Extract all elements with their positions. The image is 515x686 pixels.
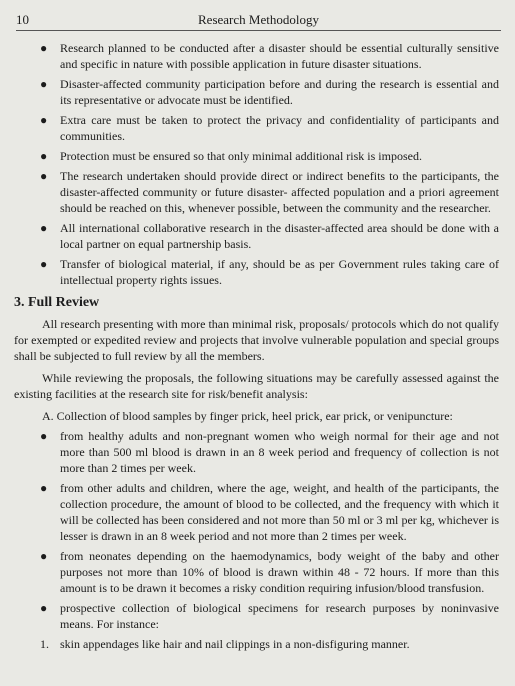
bullet-icon: ●	[40, 481, 48, 495]
paragraph: All research presenting with more than minimal risk, proposals/ protocols which do not qualify for exempted or expedited review and projects that involve vulnerable population and special groups shall be subjected to full review by all the members.	[14, 317, 499, 363]
bullet-icon: ●	[40, 77, 48, 91]
section-heading: 3. Full Review	[14, 295, 100, 310]
list-item: ● prospective collection of biological specimens for research purposes by noninvasive means. For instance:	[40, 601, 499, 631]
page-header	[16, 12, 501, 31]
bullet-icon: ●	[40, 601, 48, 615]
bullet-icon: ●	[40, 41, 48, 55]
list-item: ● Transfer of biological material, if any, should be as per Government rules taking care of intellectual property rights issues.	[40, 257, 499, 287]
bullet-icon: ●	[40, 113, 48, 127]
list-item: ● from neonates depending on the haemodynamics, body weight of the baby and other purposes not more than 10% of blood is drawn within 48 - 72 hours. If more than this amount is to be drawn it becomes a risky condition requiring infusion/blood transfusion.	[40, 549, 499, 595]
bullet-icon: ●	[40, 257, 48, 271]
list-item: ● The research undertaken should provide direct or indirect benefits to the participants, the disaster-affected community or future disaster- affected population and a priori agreement should be reached on this, whenever possible, between the community and the researcher.	[40, 169, 499, 215]
page-content	[14, 40, 499, 652]
page-number: 10	[16, 12, 29, 27]
list-item: 1. skin appendages like hair and nail clippings in a non-disfiguring manner.	[40, 637, 410, 651]
list-item: ● All international collaborative research in the disaster-affected area should be done with a local partner on equal partnership basis.	[40, 221, 499, 251]
bullet-icon: ●	[40, 221, 48, 235]
paragraph: While reviewing the proposals, the following situations may be carefully assessed against the existing facilities at the research site for risk/benefit analysis:	[14, 371, 499, 401]
ethics-bullet-list	[14, 40, 499, 288]
list-item: ● from healthy adults and non-pregnant women who weigh normal for their age and not more than 500 ml blood is drawn in an 8 week period and frequency of collection is not more than 2 times per week.	[40, 429, 499, 475]
list-item: ● Disaster-affected community participation before and during the research is essential and its representative or advocate must be identified.	[40, 77, 499, 107]
list-item: ● Protection must be ensured so that only minimal additional risk is imposed.	[40, 149, 422, 163]
subheading: A. Collection of blood samples by finger prick, heel prick, ear prick, or venipuncture:	[42, 409, 453, 423]
numbered-list	[14, 636, 499, 652]
bullet-icon: ●	[40, 549, 48, 563]
list-item: ● Research planned to be conducted after a disaster should be essential culturally sensitive and specific in nature with possible application in future disaster situations.	[40, 41, 499, 71]
list-item: ● Extra care must be taken to protect the privacy and confidentiality of participants and communities.	[40, 113, 499, 143]
bullet-icon: ●	[40, 169, 48, 183]
bullet-icon: ●	[40, 149, 48, 163]
running-title: Research Methodology	[198, 12, 319, 27]
bullet-icon: ●	[40, 429, 48, 443]
blood-collection-list	[14, 428, 499, 632]
list-item: ● from other adults and children, where the age, weight, and health of the participants, the collection procedure, the amount of blood to be collected, and the frequency with which it will be collected has been considered and not more than 50 ml or 3 ml per kg, whichever is lesser is drawn in an 8 week period and not more than 2 times per week.	[40, 481, 499, 543]
